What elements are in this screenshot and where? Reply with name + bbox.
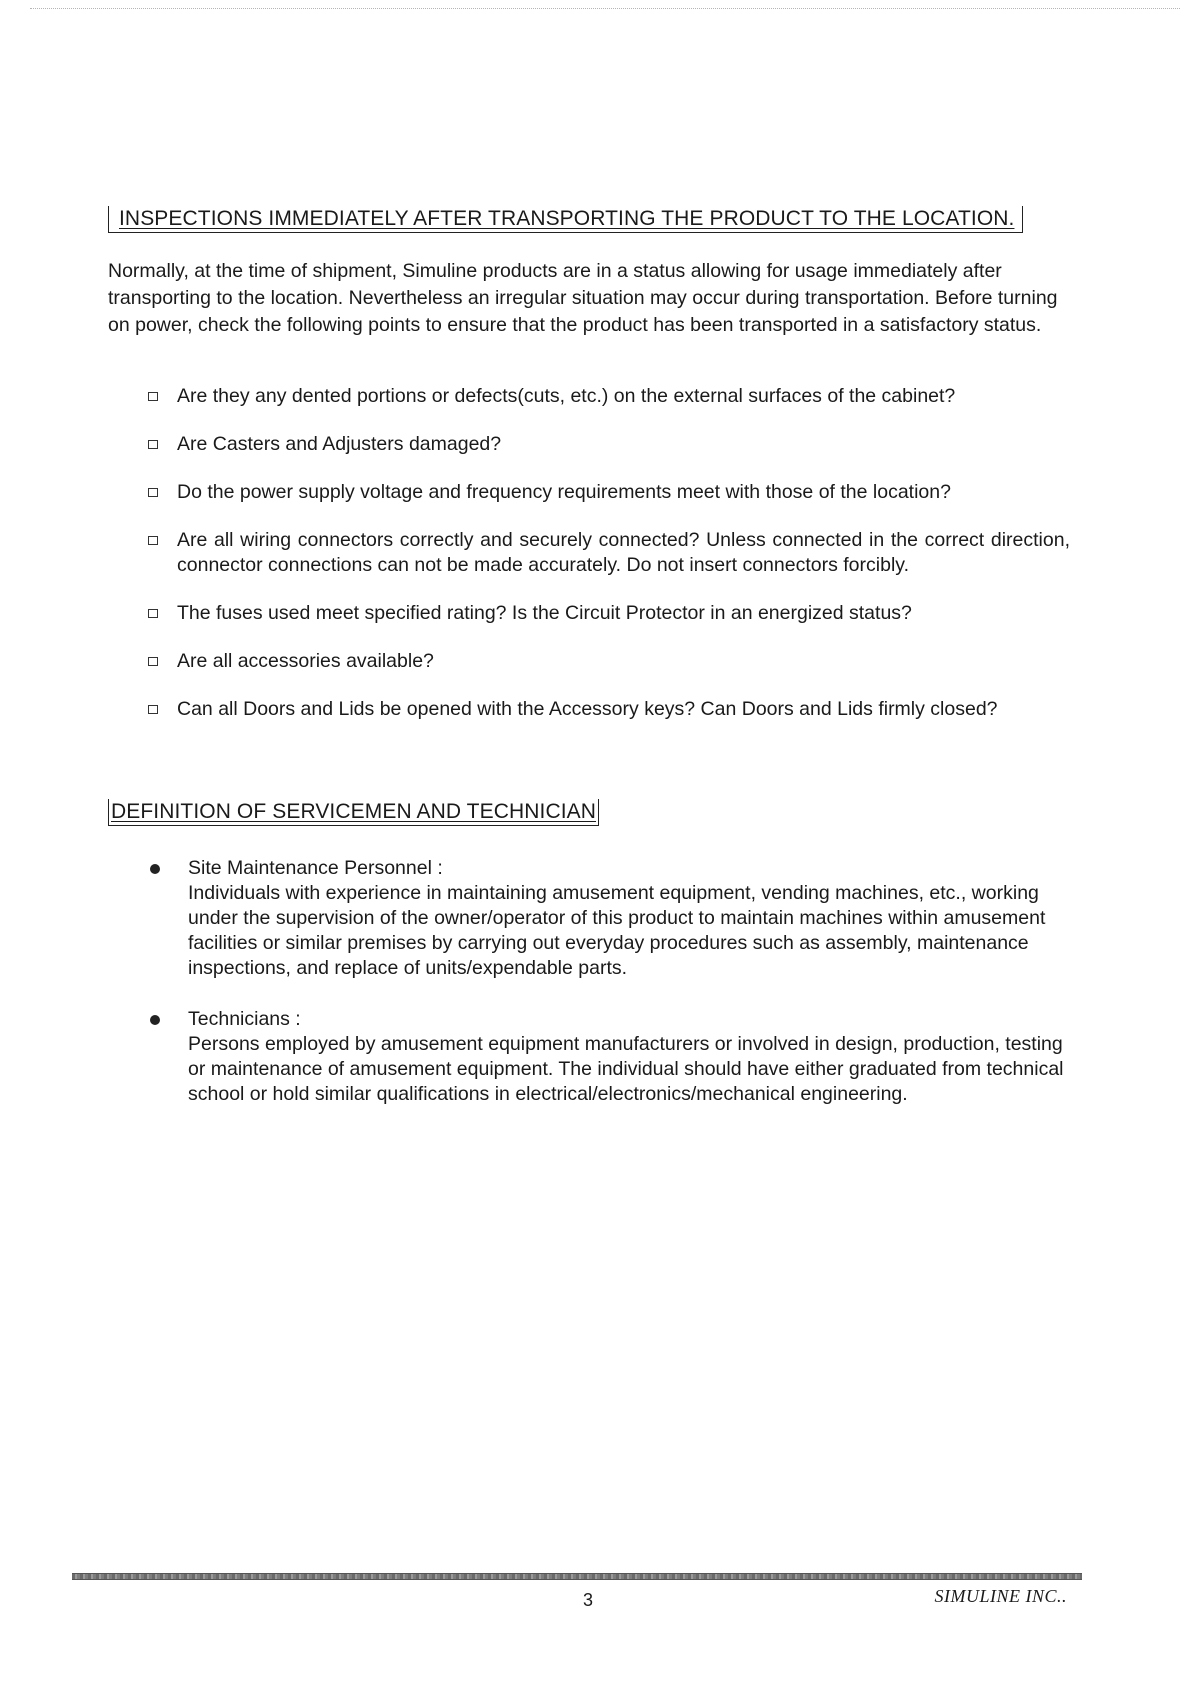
definition-term: Technicians : [188,1008,301,1030]
checklist-item-text: Do the power supply voltage and frequency requirements meet with those of the location? [177,481,951,503]
checklist-item-text: Are all accessories available? [177,650,434,672]
checkbox-square-icon [148,440,158,449]
checklist-item [148,528,1070,578]
definition-description: Persons employed by amusement equipment manufacturers or involved in design, production, testing or maintenance of amusement equipment. The individual should have either graduated from technical school or hold similar qualifications in electrical/electronics/mechanical engineering. [188,1033,1064,1105]
section-title-definitions [108,799,599,826]
checkbox-square-icon [148,705,158,714]
scan-edge-artifact [30,8,1180,9]
checklist-item [148,480,1070,505]
checkbox-square-icon [148,536,158,545]
checklist-item [148,432,1070,457]
definition-description: Individuals with experience in maintaining amusement equipment, vending machines, etc., working under the supervision of the owner/operator of this product to maintain machines within amusement facilities or similar premises by carrying out everyday procedures such as assembly, maintenance inspections, and replace of units/expendable parts. [188,882,1046,979]
checkbox-square-icon [148,657,158,666]
checklist-item-text: Are they any dented portions or defects(cuts, etc.) on the external surfaces of the cabinet? [177,385,956,407]
section-title-inspections-text: INSPECTIONS IMMEDIATELY AFTER TRANSPORTING THE PRODUCT TO THE LOCATION. [119,207,1015,230]
checklist-item-text: Are all wiring connectors correctly and securely connected? Unless connected in the correct direction, connector connections can not be made accurately. Do not insert connectors forcibly. [177,529,1070,576]
page-number: 3 [582,1590,593,1610]
checkbox-square-icon [148,392,158,401]
checkbox-square-icon [148,488,158,497]
checkbox-square-icon [148,609,158,618]
checklist-item [148,601,1070,626]
checklist-item-text: The fuses used meet specified rating? Is the Circuit Protector in an energized status? [177,602,912,624]
checklist-item-text: Can all Doors and Lids be opened with the Accessory keys? Can Doors and Lids firmly closed? [177,698,998,720]
definition-item-technicians [150,1007,1070,1107]
footer-company-name: SIMULINE INC.. [934,1586,1067,1606]
inspection-checklist [148,384,1070,745]
checklist-item-text: Are Casters and Adjusters damaged? [177,433,502,455]
checklist-item [148,697,1070,722]
bullet-dot-icon [150,864,160,874]
checklist-item [148,384,1070,409]
section-title-definitions-text: DEFINITION OF SERVICEMEN AND TECHNICIAN [111,800,597,823]
bullet-dot-icon [150,1015,160,1025]
checklist-item [148,649,1070,674]
definition-term: Site Maintenance Personnel : [188,857,443,879]
inspections-intro-paragraph: Normally, at the time of shipment, Simuline products are in a status allowing for usage immediately after transporting to the location. Nevertheless an irregular situation may occur during transportation. Before turning on power, check the following points to ensure that the product has been transported in a satisfactory status. [108,260,1058,336]
section-title-inspections [108,206,1023,233]
definition-item-site-maintenance [150,856,1070,981]
footer-rule [72,1573,1082,1580]
definition-list [150,856,1070,1133]
